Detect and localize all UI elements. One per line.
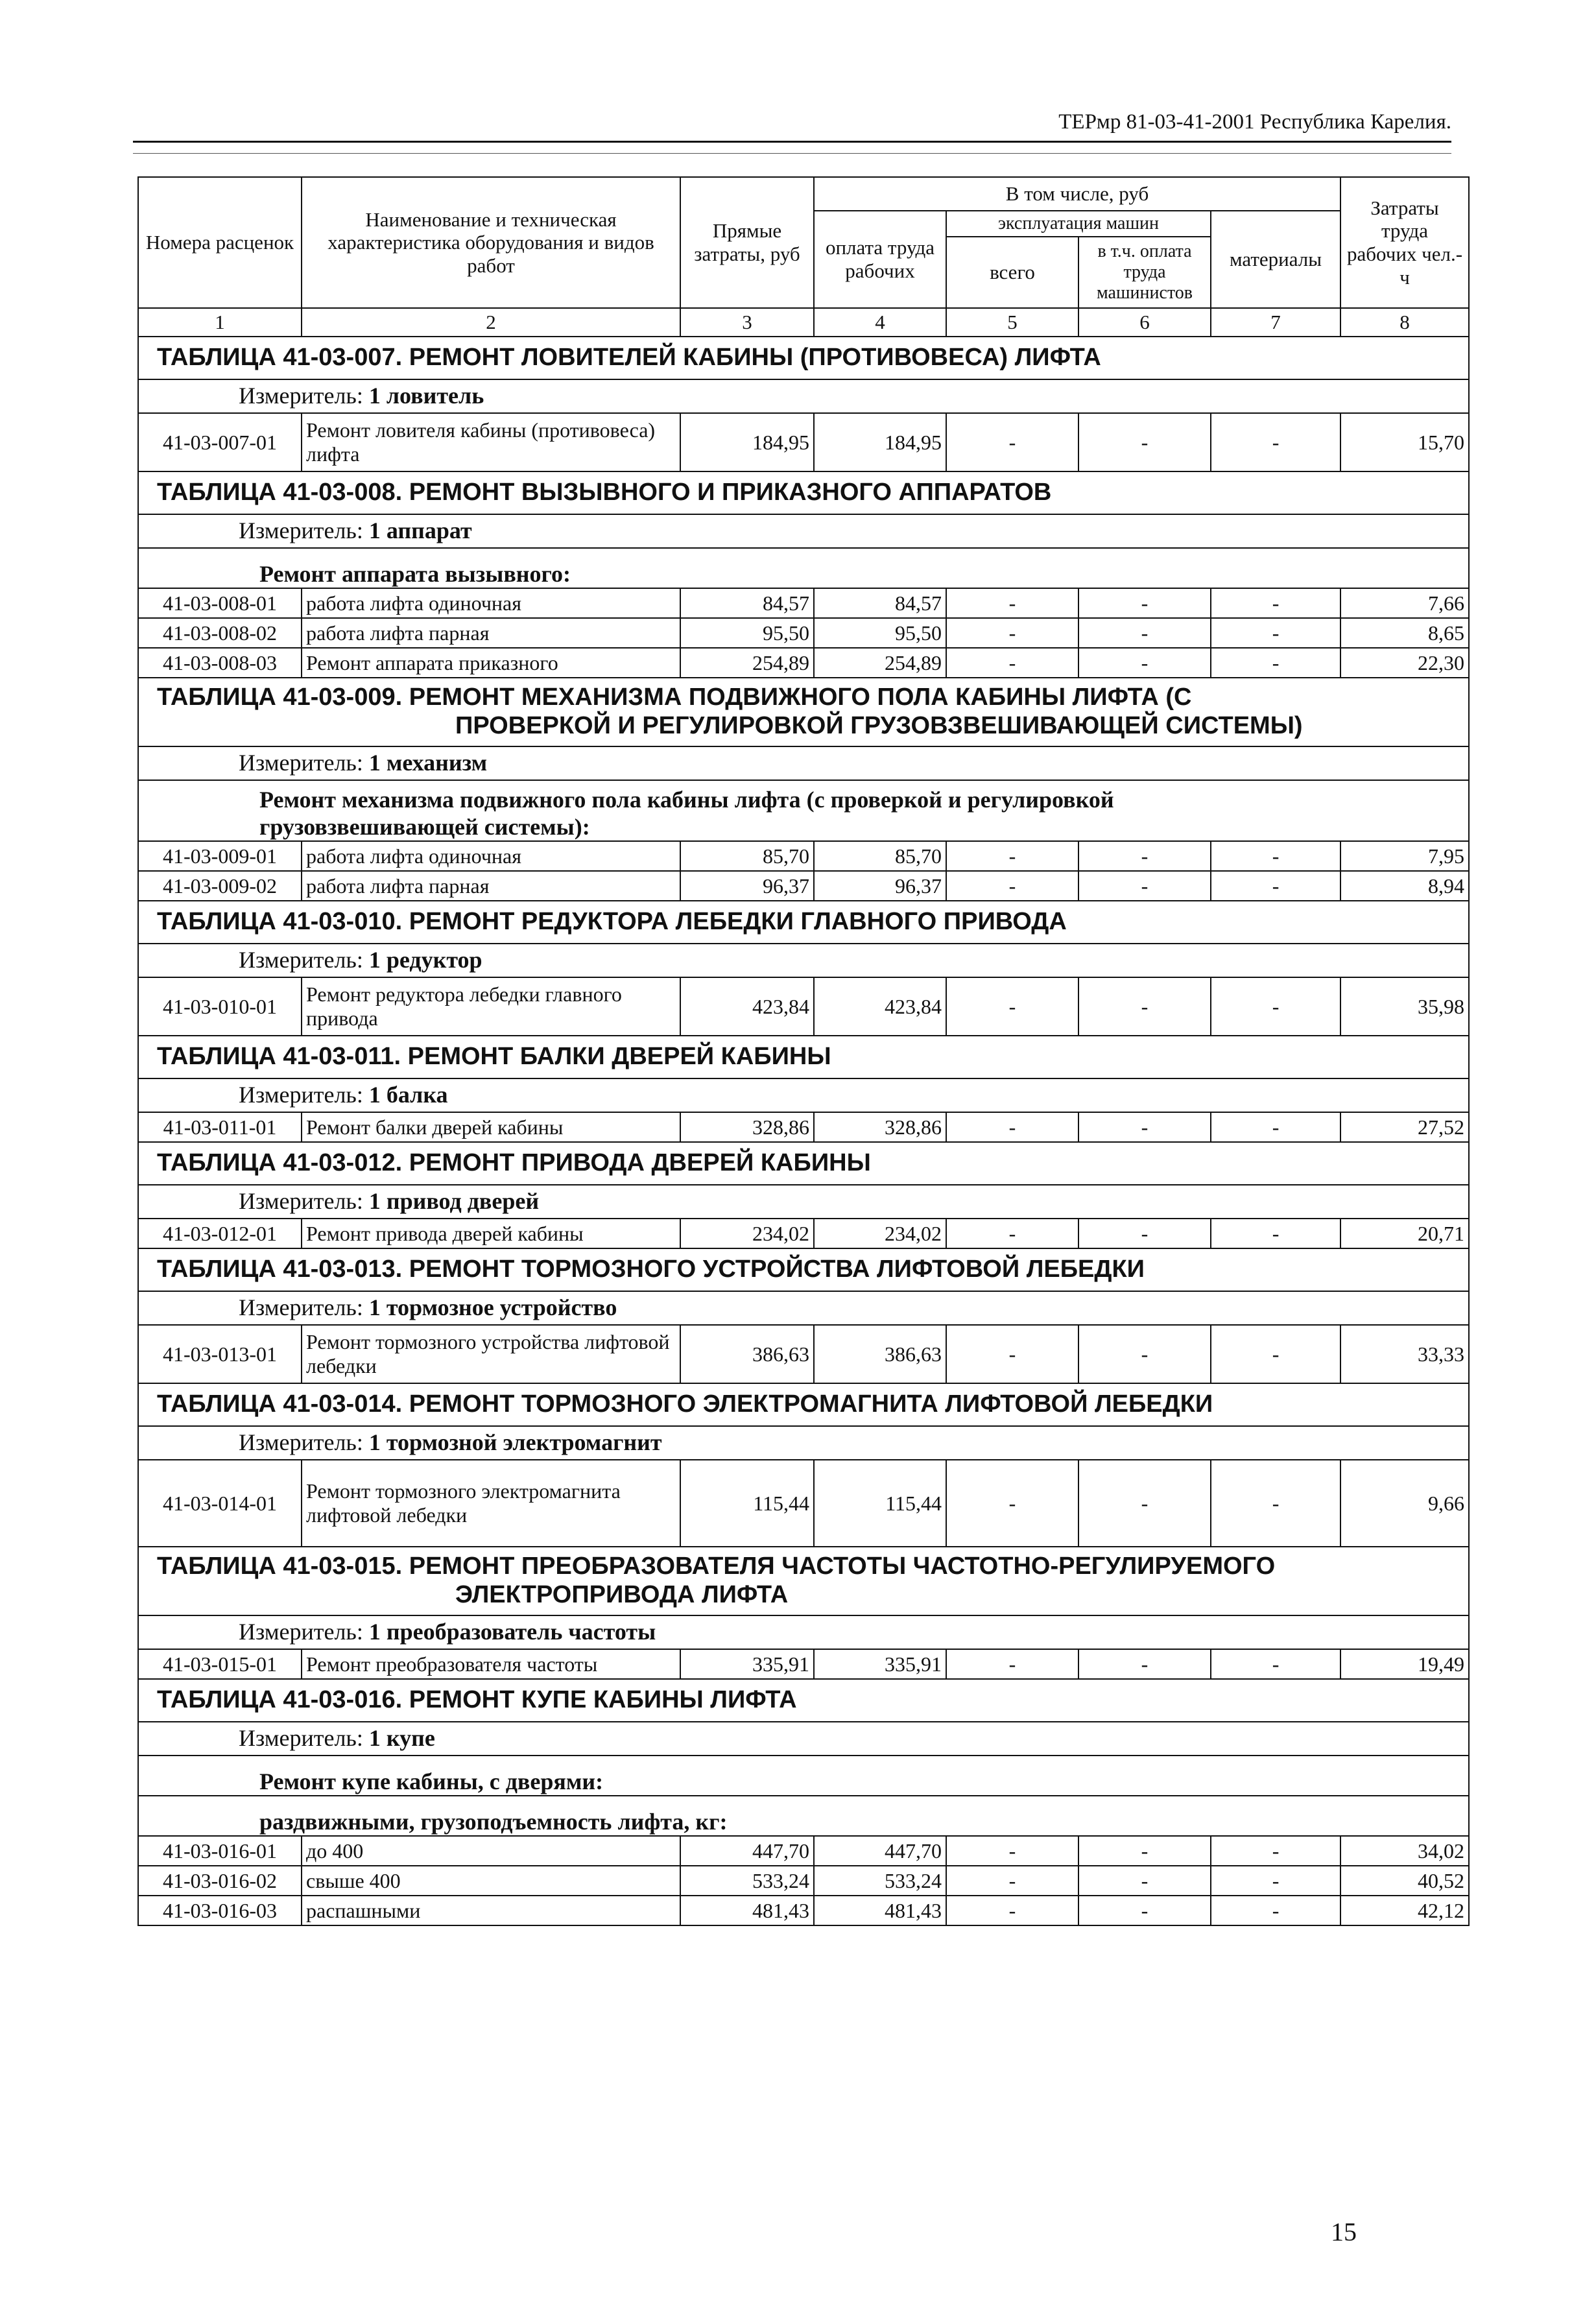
machines-total: -: [946, 1460, 1078, 1547]
table-number: ТАБЛИЦА 41-03-011.: [157, 1043, 401, 1071]
meter-label: Измеритель:: [239, 1725, 363, 1752]
wages-cost: 234,02: [814, 1219, 946, 1248]
header-rule: [133, 153, 1451, 154]
table-row: [138, 588, 1469, 618]
direct-cost: 254,89: [680, 648, 814, 678]
col-machines-total-header: всего: [946, 237, 1078, 308]
table-title: [138, 1036, 1469, 1078]
table-row: [138, 413, 1469, 471]
machines-wages: -: [1078, 648, 1211, 678]
rates-table: [137, 176, 1470, 1926]
table-row: [138, 1896, 1469, 1925]
work-name: Ремонт балки дверей кабины: [302, 1112, 680, 1142]
col-number: 8: [1340, 308, 1469, 337]
machines-total: -: [946, 413, 1078, 471]
machines-total: -: [946, 1112, 1078, 1142]
machines-wages: -: [1078, 1649, 1211, 1679]
machines-wages: -: [1078, 1112, 1211, 1142]
materials-cost: -: [1211, 1219, 1340, 1248]
table-meter: [138, 1078, 1469, 1112]
table-meter: [138, 379, 1469, 413]
machines-total: -: [946, 871, 1078, 901]
wages-cost: 328,86: [814, 1112, 946, 1142]
labor-hours: 19,49: [1340, 1649, 1469, 1679]
materials-cost: -: [1211, 1112, 1340, 1142]
labor-hours: 40,52: [1340, 1866, 1469, 1896]
table-title: [138, 901, 1469, 944]
table-title: [138, 1547, 1469, 1615]
rate-code: 41-03-014-01: [138, 1460, 302, 1547]
table-row: [138, 1649, 1469, 1679]
direct-cost: 533,24: [680, 1866, 814, 1896]
meter-value: 1 редуктор: [368, 947, 482, 973]
machines-wages: -: [1078, 1836, 1211, 1866]
meter-value: 1 тормозное устройство: [368, 1294, 617, 1321]
materials-cost: -: [1211, 1325, 1340, 1383]
page-number: 15: [1331, 2217, 1357, 2246]
wages-cost: 481,43: [814, 1896, 946, 1925]
rate-code: 41-03-011-01: [138, 1112, 302, 1142]
document-header: ТЕРмр 81-03-41-2001 Республика Карелия.: [133, 110, 1451, 143]
table-title: [138, 1383, 1469, 1426]
rate-code: 41-03-016-02: [138, 1866, 302, 1896]
labor-hours: 34,02: [1340, 1836, 1469, 1866]
table-name: РЕМОНТ БАЛКИ ДВЕРЕЙ КАБИНЫ: [407, 1043, 831, 1071]
rate-code: 41-03-016-03: [138, 1896, 302, 1925]
materials-cost: -: [1211, 1460, 1340, 1547]
labor-hours: 7,66: [1340, 588, 1469, 618]
col-number: 2: [302, 308, 680, 337]
labor-hours: 35,98: [1340, 977, 1469, 1036]
materials-cost: -: [1211, 1866, 1340, 1896]
table-title: [138, 1248, 1469, 1291]
table-meter: [138, 514, 1469, 548]
wages-cost: 386,63: [814, 1325, 946, 1383]
meter-label: Измеритель:: [239, 518, 363, 544]
table-meter: [138, 746, 1469, 780]
materials-cost: -: [1211, 871, 1340, 901]
meter-label: Измеритель:: [239, 1082, 363, 1108]
labor-hours: 27,52: [1340, 1112, 1469, 1142]
table-name: РЕМОНТ РЕДУКТОРА ЛЕБЕДКИ ГЛАВНОГО ПРИВОДА: [409, 908, 1067, 936]
table-name-continued: ПРОВЕРКОЙ И РЕГУЛИРОВКОЙ ГРУЗОВЗВЕШИВАЮЩЕЙ СИСТЕМЫ): [455, 712, 1303, 739]
wages-cost: 335,91: [814, 1649, 946, 1679]
wages-cost: 95,50: [814, 618, 946, 648]
meter-label: Измеритель:: [239, 750, 363, 776]
meter-label: Измеритель:: [239, 1429, 363, 1456]
table-row: [138, 1219, 1469, 1248]
direct-cost: 447,70: [680, 1836, 814, 1866]
col-code-header: Номера расценок: [138, 177, 302, 308]
machines-total: -: [946, 1866, 1078, 1896]
direct-cost: 115,44: [680, 1460, 814, 1547]
materials-cost: -: [1211, 618, 1340, 648]
machines-wages: -: [1078, 618, 1211, 648]
meter-value: 1 балка: [368, 1082, 448, 1108]
materials-cost: -: [1211, 841, 1340, 871]
rate-code: 41-03-008-02: [138, 618, 302, 648]
rates-table-body: [138, 337, 1469, 1925]
direct-cost: 84,57: [680, 588, 814, 618]
meter-label: Измеритель:: [239, 947, 363, 973]
work-name: Ремонт редуктора лебедки главного привода: [302, 977, 680, 1036]
direct-cost: 328,86: [680, 1112, 814, 1142]
meter-value: 1 ловитель: [368, 383, 484, 409]
table-title: [138, 1142, 1469, 1185]
machines-wages: -: [1078, 1460, 1211, 1547]
labor-hours: 15,70: [1340, 413, 1469, 471]
col-number: 5: [946, 308, 1078, 337]
machines-wages: -: [1078, 413, 1211, 471]
machines-wages: -: [1078, 841, 1211, 871]
wages-cost: 254,89: [814, 648, 946, 678]
table-meter: [138, 1615, 1469, 1649]
table-number: ТАБЛИЦА 41-03-008.: [157, 479, 403, 506]
machines-wages: -: [1078, 588, 1211, 618]
machines-total: -: [946, 977, 1078, 1036]
table-row: [138, 841, 1469, 871]
materials-cost: -: [1211, 588, 1340, 618]
col-number: 3: [680, 308, 814, 337]
wages-cost: 533,24: [814, 1866, 946, 1896]
machines-wages: -: [1078, 871, 1211, 901]
materials-cost: -: [1211, 977, 1340, 1036]
materials-cost: -: [1211, 1836, 1340, 1866]
section-heading: раздвижными, грузоподъемность лифта, кг:: [138, 1796, 1469, 1836]
work-name: работа лифта одиночная: [302, 841, 680, 871]
machines-wages: -: [1078, 1866, 1211, 1896]
direct-cost: 184,95: [680, 413, 814, 471]
direct-cost: 481,43: [680, 1896, 814, 1925]
rate-code: 41-03-010-01: [138, 977, 302, 1036]
wages-cost: 96,37: [814, 871, 946, 901]
direct-cost: 423,84: [680, 977, 814, 1036]
machines-total: -: [946, 841, 1078, 871]
work-name: Ремонт аппарата приказного: [302, 648, 680, 678]
table-row: [138, 618, 1469, 648]
table-number: ТАБЛИЦА 41-03-010.: [157, 908, 403, 936]
table-name: РЕМОНТ МЕХАНИЗМА ПОДВИЖНОГО ПОЛА КАБИНЫ ЛИФТА (С: [409, 684, 1192, 711]
table-number: ТАБЛИЦА 41-03-007.: [157, 344, 403, 372]
direct-cost: 85,70: [680, 841, 814, 871]
work-name: Ремонт тормозного электромагнита лифтовой лебедки: [302, 1460, 680, 1547]
direct-cost: 234,02: [680, 1219, 814, 1248]
col-materials-header: материалы: [1211, 211, 1340, 308]
rate-code: 41-03-016-01: [138, 1836, 302, 1866]
labor-hours: 33,33: [1340, 1325, 1469, 1383]
section-heading: Ремонт аппарата вызывного:: [138, 548, 1469, 588]
materials-cost: -: [1211, 648, 1340, 678]
meter-value: 1 механизм: [368, 750, 488, 776]
machines-total: -: [946, 1219, 1078, 1248]
col-labor-header: Затраты труда рабочих чел.-ч: [1340, 177, 1469, 308]
col-number: 6: [1078, 308, 1211, 337]
table-name: РЕМОНТ ЛОВИТЕЛЕЙ КАБИНЫ (ПРОТИВОВЕСА) ЛИФТА: [409, 344, 1101, 372]
table-name: РЕМОНТ ВЫЗЫВНОГО И ПРИКАЗНОГО АППАРАТОВ: [409, 479, 1052, 506]
work-name: Ремонт тормозного устройства лифтовой лебедки: [302, 1325, 680, 1383]
wages-cost: 115,44: [814, 1460, 946, 1547]
table-title: [138, 471, 1469, 514]
table-row: [138, 648, 1469, 678]
wages-cost: 423,84: [814, 977, 946, 1036]
table-meter: [138, 1426, 1469, 1460]
wages-cost: 84,57: [814, 588, 946, 618]
table-name: РЕМОНТ ПРИВОДА ДВЕРЕЙ КАБИНЫ: [409, 1149, 871, 1177]
table-row: [138, 1836, 1469, 1866]
table-number: ТАБЛИЦА 41-03-014.: [157, 1390, 403, 1418]
table-row: [138, 1460, 1469, 1547]
col-machines-wages-header: в т.ч. оплата труда машинистов: [1078, 237, 1211, 308]
table-number: ТАБЛИЦА 41-03-012.: [157, 1149, 403, 1177]
direct-cost: 95,50: [680, 618, 814, 648]
table-meter: [138, 1722, 1469, 1756]
meter-value: 1 привод дверей: [368, 1188, 540, 1215]
machines-wages: -: [1078, 1896, 1211, 1925]
table-name: РЕМОНТ ТОРМОЗНОГО УСТРОЙСТВА ЛИФТОВОЙ ЛЕБЕДКИ: [409, 1256, 1145, 1283]
labor-hours: 8,94: [1340, 871, 1469, 901]
table-name: РЕМОНТ КУПЕ КАБИНЫ ЛИФТА: [409, 1686, 797, 1714]
table-row: [138, 1866, 1469, 1896]
work-name: работа лифта одиночная: [302, 588, 680, 618]
work-name: распашными: [302, 1896, 680, 1925]
rate-code: 41-03-013-01: [138, 1325, 302, 1383]
wages-cost: 184,95: [814, 413, 946, 471]
table-row: [138, 871, 1469, 901]
machines-wages: -: [1078, 977, 1211, 1036]
table-number: ТАБЛИЦА 41-03-009.: [157, 684, 403, 711]
table-row: [138, 1325, 1469, 1383]
machines-total: -: [946, 1649, 1078, 1679]
wages-cost: 85,70: [814, 841, 946, 871]
table-meter: [138, 1291, 1469, 1325]
machines-total: -: [946, 1836, 1078, 1866]
table-row: [138, 977, 1469, 1036]
machines-total: -: [946, 1325, 1078, 1383]
rate-code: 41-03-009-02: [138, 871, 302, 901]
table-number: ТАБЛИЦА 41-03-015.: [157, 1553, 403, 1580]
labor-hours: 22,30: [1340, 648, 1469, 678]
materials-cost: -: [1211, 1649, 1340, 1679]
table-row: [138, 1112, 1469, 1142]
direct-cost: 96,37: [680, 871, 814, 901]
work-name: свыше 400: [302, 1866, 680, 1896]
rate-code: 41-03-008-01: [138, 588, 302, 618]
labor-hours: 20,71: [1340, 1219, 1469, 1248]
table-name: РЕМОНТ ПРЕОБРАЗОВАТЕЛЯ ЧАСТОТЫ ЧАСТОТНО-РЕГУЛИРУЕМОГО: [409, 1553, 1276, 1580]
materials-cost: -: [1211, 1896, 1340, 1925]
table-meter: [138, 1185, 1469, 1219]
labor-hours: 42,12: [1340, 1896, 1469, 1925]
rate-code: 41-03-012-01: [138, 1219, 302, 1248]
col-incl-header: В том числе, руб: [814, 177, 1340, 211]
rate-code: 41-03-009-01: [138, 841, 302, 871]
work-name: до 400: [302, 1836, 680, 1866]
machines-wages: -: [1078, 1325, 1211, 1383]
meter-value: 1 купе: [368, 1725, 435, 1752]
machines-total: -: [946, 618, 1078, 648]
rate-code: 41-03-015-01: [138, 1649, 302, 1679]
meter-label: Измеритель:: [239, 1188, 363, 1215]
work-name: Ремонт привода дверей кабины: [302, 1219, 680, 1248]
labor-hours: 9,66: [1340, 1460, 1469, 1547]
col-number: 1: [138, 308, 302, 337]
meter-label: Измеритель:: [239, 1619, 363, 1645]
table-name-continued: ЭЛЕКТРОПРИВОДА ЛИФТА: [455, 1581, 789, 1608]
labor-hours: 8,65: [1340, 618, 1469, 648]
col-machines-header: эксплуатация машин: [946, 211, 1211, 237]
rate-code: 41-03-007-01: [138, 413, 302, 471]
direct-cost: 335,91: [680, 1649, 814, 1679]
work-name: Ремонт преобразователя частоты: [302, 1649, 680, 1679]
meter-value: 1 тормозной электромагнит: [368, 1429, 662, 1456]
col-direct-header: Прямые затраты, руб: [680, 177, 814, 308]
col-name-header: Наименование и техническая характеристика оборудования и видов работ: [302, 177, 680, 308]
machines-total: -: [946, 1896, 1078, 1925]
meter-value: 1 аппарат: [368, 518, 472, 544]
materials-cost: -: [1211, 413, 1340, 471]
labor-hours: 7,95: [1340, 841, 1469, 871]
table-title: [138, 337, 1469, 379]
work-name: Ремонт ловителя кабины (противовеса) лифта: [302, 413, 680, 471]
work-name: работа лифта парная: [302, 618, 680, 648]
wages-cost: 447,70: [814, 1836, 946, 1866]
col-number: 7: [1211, 308, 1340, 337]
meter-value: 1 преобразователь частоты: [368, 1619, 656, 1645]
table-number: ТАБЛИЦА 41-03-013.: [157, 1256, 403, 1283]
meter-label: Измеритель:: [239, 1294, 363, 1321]
meter-label: Измеритель:: [239, 383, 363, 409]
machines-total: -: [946, 588, 1078, 618]
section-heading: Ремонт механизма подвижного пола кабины лифта (с проверкой и регулировкой грузовзвешивающей системы):: [138, 780, 1469, 841]
table-meter: [138, 944, 1469, 977]
machines-wages: -: [1078, 1219, 1211, 1248]
machines-total: -: [946, 648, 1078, 678]
rate-code: 41-03-008-03: [138, 648, 302, 678]
work-name: работа лифта парная: [302, 871, 680, 901]
col-number: 4: [814, 308, 946, 337]
table-title: [138, 678, 1469, 746]
section-heading: Ремонт купе кабины, с дверями:: [138, 1756, 1469, 1796]
direct-cost: 386,63: [680, 1325, 814, 1383]
col-wages-header: оплата труда рабочих: [814, 211, 946, 308]
table-number: ТАБЛИЦА 41-03-016.: [157, 1686, 403, 1714]
table-name: РЕМОНТ ТОРМОЗНОГО ЭЛЕКТРОМАГНИТА ЛИФТОВОЙ ЛЕБЕДКИ: [409, 1390, 1213, 1418]
table-title: [138, 1679, 1469, 1722]
